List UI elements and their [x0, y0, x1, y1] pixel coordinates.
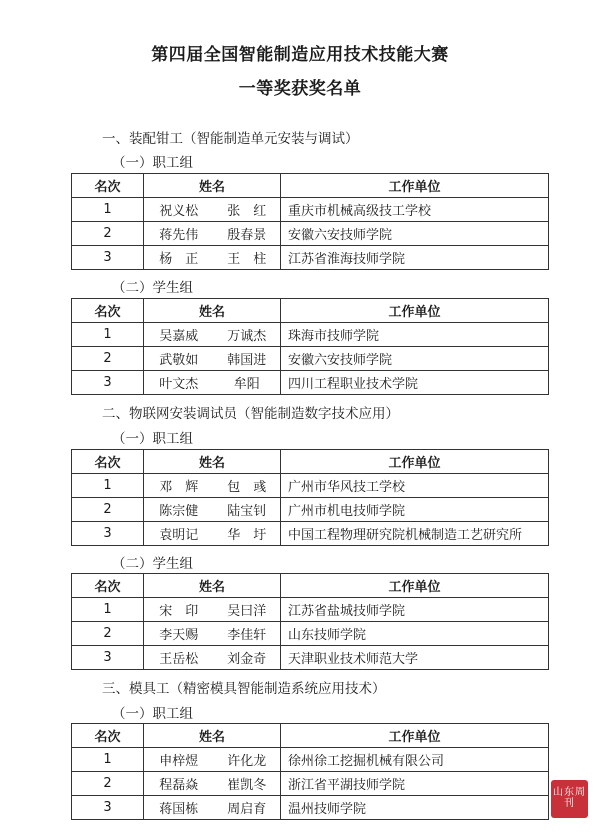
unit-cell: 山东技师学院 [281, 622, 549, 646]
table-header-row [72, 299, 549, 323]
name-header: 姓名 [144, 299, 281, 323]
unit-cell: 天津职业技术师范大学 [281, 646, 549, 670]
section-heading: 三、模具工（精密模具智能制造系统应用技术） [102, 681, 386, 697]
rank-cell: 1 [72, 748, 144, 772]
award-table [71, 449, 549, 546]
table-row [72, 622, 549, 646]
table-row [72, 748, 549, 772]
table-row [72, 198, 549, 222]
name-cell: 叶文杰 [144, 371, 214, 395]
award-table [71, 298, 549, 395]
name-cell: 张 红 [214, 198, 281, 222]
group-label: （一）职工组 [112, 431, 193, 447]
name-cell: 王 柱 [214, 246, 281, 270]
table-header-row [72, 174, 549, 198]
rank-cell: 2 [72, 772, 144, 796]
unit-cell: 广州市机电技师学院 [281, 498, 549, 522]
rank-cell: 1 [72, 474, 144, 498]
rank-header: 名次 [72, 724, 144, 748]
name-cell: 陆宝钊 [214, 498, 281, 522]
unit-cell: 江苏省淮海技师学院 [281, 246, 549, 270]
rank-cell: 3 [72, 246, 144, 270]
rank-cell: 2 [72, 222, 144, 246]
unit-header: 工作单位 [281, 299, 549, 323]
award-table [71, 723, 549, 820]
unit-header: 工作单位 [281, 724, 549, 748]
group-label: （一）职工组 [112, 155, 193, 171]
unit-cell: 徐州徐工挖掘机械有限公司 [281, 748, 549, 772]
name-cell: 吴曰洋 [214, 598, 281, 622]
rank-cell: 1 [72, 323, 144, 347]
name-cell: 牟阳 [214, 371, 281, 395]
unit-cell: 安徽六安技师学院 [281, 222, 549, 246]
table-row [72, 598, 549, 622]
name-cell: 李天赐 [144, 622, 214, 646]
name-cell: 武敬如 [144, 347, 214, 371]
rank-cell: 3 [72, 522, 144, 546]
unit-cell: 广州市华风技工学校 [281, 474, 549, 498]
award-table [71, 573, 549, 670]
name-cell: 蒋国栋 [144, 796, 214, 820]
name-header: 姓名 [144, 450, 281, 474]
unit-cell: 重庆市机械高级技工学校 [281, 198, 549, 222]
unit-cell: 四川工程职业技术学院 [281, 371, 549, 395]
group-label: （一）职工组 [112, 706, 193, 722]
table-row [72, 474, 549, 498]
table-row [72, 772, 549, 796]
rank-header: 名次 [72, 450, 144, 474]
rank-cell: 2 [72, 347, 144, 371]
name-cell: 程磊焱 [144, 772, 214, 796]
name-header: 姓名 [144, 574, 281, 598]
unit-header: 工作单位 [281, 450, 549, 474]
unit-cell: 江苏省盐城技师学院 [281, 598, 549, 622]
document-title: 第四届全国智能制造应用技术技能大赛 [151, 45, 449, 65]
table-row [72, 222, 549, 246]
table-row [72, 246, 549, 270]
unit-header: 工作单位 [281, 574, 549, 598]
name-cell: 宋 印 [144, 598, 214, 622]
rank-cell: 3 [72, 646, 144, 670]
unit-cell: 中国工程物理研究院机械制造工艺研究所 [281, 522, 549, 546]
rank-header: 名次 [72, 574, 144, 598]
rank-cell: 3 [72, 371, 144, 395]
table-row [72, 522, 549, 546]
award-table [71, 173, 549, 270]
table-row [72, 347, 549, 371]
name-cell: 杨 正 [144, 246, 214, 270]
name-header: 姓名 [144, 724, 281, 748]
name-cell: 包 彧 [214, 474, 281, 498]
rank-cell: 3 [72, 796, 144, 820]
name-cell: 陈宗健 [144, 498, 214, 522]
name-cell: 祝义松 [144, 198, 214, 222]
unit-cell: 安徽六安技师学院 [281, 347, 549, 371]
table-header-row [72, 574, 549, 598]
group-label: （二）学生组 [112, 556, 193, 572]
rank-cell: 1 [72, 198, 144, 222]
table-row [72, 323, 549, 347]
rank-cell: 1 [72, 598, 144, 622]
watermark-seal: 山东周刊 [551, 780, 588, 818]
unit-cell: 浙江省平湖技师学院 [281, 772, 549, 796]
name-header: 姓名 [144, 174, 281, 198]
unit-cell: 温州技师学院 [281, 796, 549, 820]
document-subtitle: 一等奖获奖名单 [238, 79, 362, 99]
name-cell: 王岳松 [144, 646, 214, 670]
name-cell: 韩国进 [214, 347, 281, 371]
name-cell: 邓 辉 [144, 474, 214, 498]
name-cell: 申梓煜 [144, 748, 214, 772]
section-heading: 二、物联网安装调试员（智能制造数字技术应用） [102, 406, 399, 422]
table-header-row [72, 450, 549, 474]
name-cell: 周启育 [214, 796, 281, 820]
table-row [72, 371, 549, 395]
name-cell: 吴嘉威 [144, 323, 214, 347]
unit-cell: 珠海市技师学院 [281, 323, 549, 347]
name-cell: 华 圩 [214, 522, 281, 546]
name-cell: 李佳轩 [214, 622, 281, 646]
name-cell: 崔凯冬 [214, 772, 281, 796]
rank-cell: 2 [72, 498, 144, 522]
table-header-row [72, 724, 549, 748]
group-label: （二）学生组 [112, 280, 193, 296]
name-cell: 刘金奇 [214, 646, 281, 670]
table-row [72, 796, 549, 820]
rank-header: 名次 [72, 299, 144, 323]
name-cell: 殷春景 [214, 222, 281, 246]
name-cell: 袁明记 [144, 522, 214, 546]
table-row [72, 498, 549, 522]
rank-header: 名次 [72, 174, 144, 198]
table-row [72, 646, 549, 670]
section-heading: 一、装配钳工（智能制造单元安装与调试） [102, 131, 359, 147]
name-cell: 蒋先伟 [144, 222, 214, 246]
name-cell: 万诚杰 [214, 323, 281, 347]
name-cell: 许化龙 [214, 748, 281, 772]
rank-cell: 2 [72, 622, 144, 646]
unit-header: 工作单位 [281, 174, 549, 198]
